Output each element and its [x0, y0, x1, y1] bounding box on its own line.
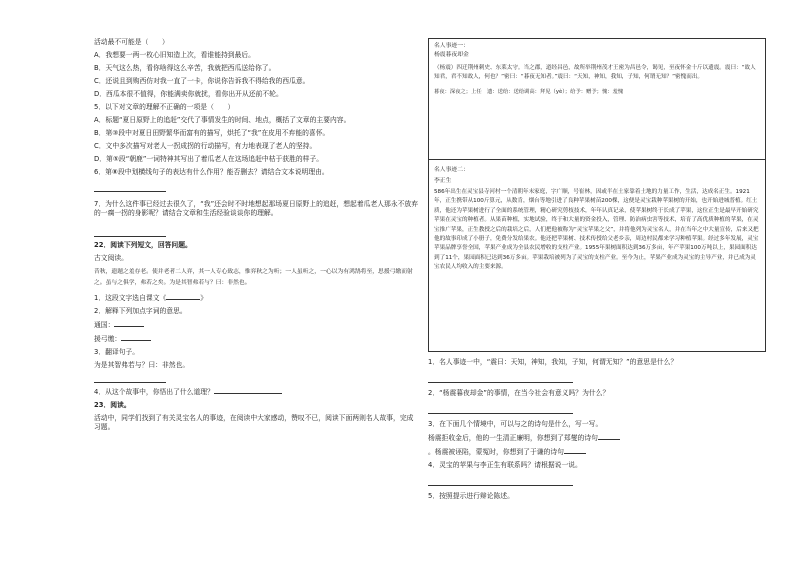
question-6: 6．第⑧段中划横线句子的表达有什么作用？能否删去？请结合文本说明理由。	[94, 168, 329, 176]
answer-line[interactable]	[428, 479, 573, 486]
sub-question-2: 2．解释下列加点字词的意思。	[94, 307, 187, 315]
left-column	[94, 38, 420, 432]
right-question-1: 1．名人事迹一中，“震曰：天知，神知，我知，子知，何谓无知？”的意思是什么？	[428, 358, 678, 366]
blank-field[interactable]	[121, 334, 151, 341]
story-1-title: 名人事迹一：	[434, 43, 469, 49]
q5-option-d: D．第⑤段“朝鹿”一词特神其写出了着瓜老人在这场追赶中枯于获胜的样子。	[94, 155, 324, 163]
story-1-text: （杨震）四迁荆州刺史、东莱太守。当之郡，道经昌邑，故所举荆州茂才王密为昌邑令，谒见，至夜怀金十斤以遗震。震曰：“故人知君，君不知故人，何也？”密曰：“暮夜无知者。”震曰：“天知，神知，我知，子知，何谓无知？”密愧而出。	[434, 65, 756, 81]
right-question-3-text: 杨震拒收金后，他的一生清正廉明，你想到了郑燮的诗句	[428, 433, 772, 443]
story-2-subtitle: 李正生	[434, 178, 452, 184]
term-tongguo: 通国：	[94, 320, 420, 330]
answer-line[interactable]	[94, 376, 166, 383]
right-question-2: 2．“杨震暮夜却金”的事情，在当今社会有意义吗？为什么？	[428, 389, 610, 397]
question-7: 7．为什么这件事已经过去很久了，“我”还会时不时地想起那场夏日原野上的追赶，想起着瓜老人那永不放弃的一瘸一拐的身影呢？请结合文章和生活经验谈谈你的理解。	[94, 200, 419, 217]
right-question-4: 4．灵宝的苹果与李正生有联系吗？请根据说一说。	[428, 461, 582, 469]
blank-field[interactable]	[214, 387, 282, 394]
sub-question-1: 1．这段文字选自课文《 》	[94, 294, 208, 302]
option-c: C．还说且到购西仿对我一直了一卡，你说你告诉我不得给我的西瓜意。	[94, 77, 310, 85]
blank-field[interactable]	[166, 293, 200, 300]
right-question-3-text-b: 。杨震被诬陷，蒙冤时，你想到了于谦的诗句	[428, 447, 772, 457]
story-2-text: 586年出生在灵宝县寺河村一个清朝年末家庭，字广顺，号崔林，因或半在土家靠着土地的力量工作，生活，达成名正生。1921年，正生携带从100斤算元，从数肯，烟台等地引进了良种苹果树苗200棵，这便是灵宝栽种苹果树的开始，也开始进城普植。红土质，他还为苹果树进行了全面的系统管理，精心研究剪枝技术，年年认真记录，使苹果树终于长成了苹果，这位正生是最早开始研究苹果在灵宝的种植者。从果苗种植，实地试验，终于和大量的资金投入，管理、防治病虫害等技术，培育了高优质种植的苹果，在灵宝推广苹果，正生教授之后的栽培之后，人们把他被称为“灵宝苹果之父”，并将他列为灵宝名人，并在当年之中大量宣传，后来又把他的故事印成了小册子，免费分发给果农。他还把苹果树、技术传授给父老乡亲，周边村民都来学习种植苹果。经过多年发展，灵宝苹果品牌享誉全国，苹果产业成为全县农民增收的支柱产业。1955年果树面积达到36万多亩，年产苹果100万吨以上，果园面积达到了11个，果园面积已达到36万多亩。苹果栽培被列为了灵宝的支柱产业。至今为止，苹果产业成为灵宝的主导产业，并已成为灵宝农民人均收入的主要来源。	[434, 189, 759, 271]
option-d: D．西瓜本很不值得，你能满卖你就扰，看你出开从还前不轮。	[94, 90, 283, 98]
q5-option-c: C．文中多次描写对老人一拐成拐的行动描写，有力地表现了老人的坚持。	[94, 142, 317, 150]
term-yuangongzhuo: 援弓缴：	[94, 334, 420, 344]
blank-field[interactable]	[114, 320, 144, 327]
story-1-subtitle: 杨震暮夜却金	[434, 52, 469, 58]
section-23-text: 活动中，同学们找到了有关灵宝名人的事迹，在阅读中大家感动，赞叹不已，阅读下面两则名人故事，完成习题。	[94, 414, 414, 431]
question-stem: 活动最不可能是（ ）	[94, 38, 169, 46]
right-question-3: 3．在下面几个情境中，可以与之的诗句是什么，写一写。	[428, 420, 603, 428]
option-a: A．我想要一两一枚心旧知造上次，看谁能持到最后。	[94, 51, 255, 59]
section-22-heading: 22．阅读下列短文，回答问题。	[94, 241, 192, 249]
sub-question-3: 3．翻译句子。	[94, 348, 140, 356]
answer-line[interactable]	[428, 376, 573, 383]
section-23-heading: 23．阅读。	[94, 401, 131, 409]
answer-line[interactable]	[94, 230, 166, 237]
right-column	[428, 38, 772, 501]
section-22-sub: 古文阅读。	[94, 254, 128, 262]
option-b: B．天气这么热，看你啥得这么辛苦，我就把西瓜送给你了。	[94, 64, 276, 72]
sub-question-4: 4．从这个故事中，你悟出了什么道理？	[94, 387, 420, 397]
story-box-2	[428, 160, 766, 352]
answer-line[interactable]	[94, 185, 166, 192]
story-box-1	[428, 38, 766, 160]
right-question-5: 5．按照提示进行辩论陈述。	[428, 492, 514, 500]
sentence-to-translate: 为是其智弗若与？曰：非然也。	[94, 361, 190, 369]
story-2-title: 名人事迹二：	[434, 167, 469, 173]
blank-field[interactable]	[564, 447, 586, 454]
q5-option-b: B．第③段中对夏日田野繁华而富有的描写，烘托了“我”在皮用不弃能的喜怀。	[94, 129, 330, 137]
question-5-stem: 5．以下对文章的理解不正确的一项是（ ）	[94, 103, 235, 111]
classical-text: 昔秋，遗题之羞存老。使并老者二人弈，其一人专心致志，惟弈秋之为听；一人虽听之，一心以为有鸿鹄将至，思援弓缴而射之。虽与之俱学，弗若之矣。为是其智弗若与？曰：非然也。	[94, 269, 413, 286]
story-1-note: 暮夜：深夜之；上任 遗：送给：送给调高：拜见（yè）；给予：赠予；愧：羞愧	[434, 88, 624, 95]
blank-field[interactable]	[598, 433, 620, 440]
q5-option-a: A．标题“夏日原野上的追赶”交代了事情发生的时间、地点，概括了文章的主要内容。	[94, 116, 351, 124]
answer-line[interactable]	[428, 407, 573, 414]
